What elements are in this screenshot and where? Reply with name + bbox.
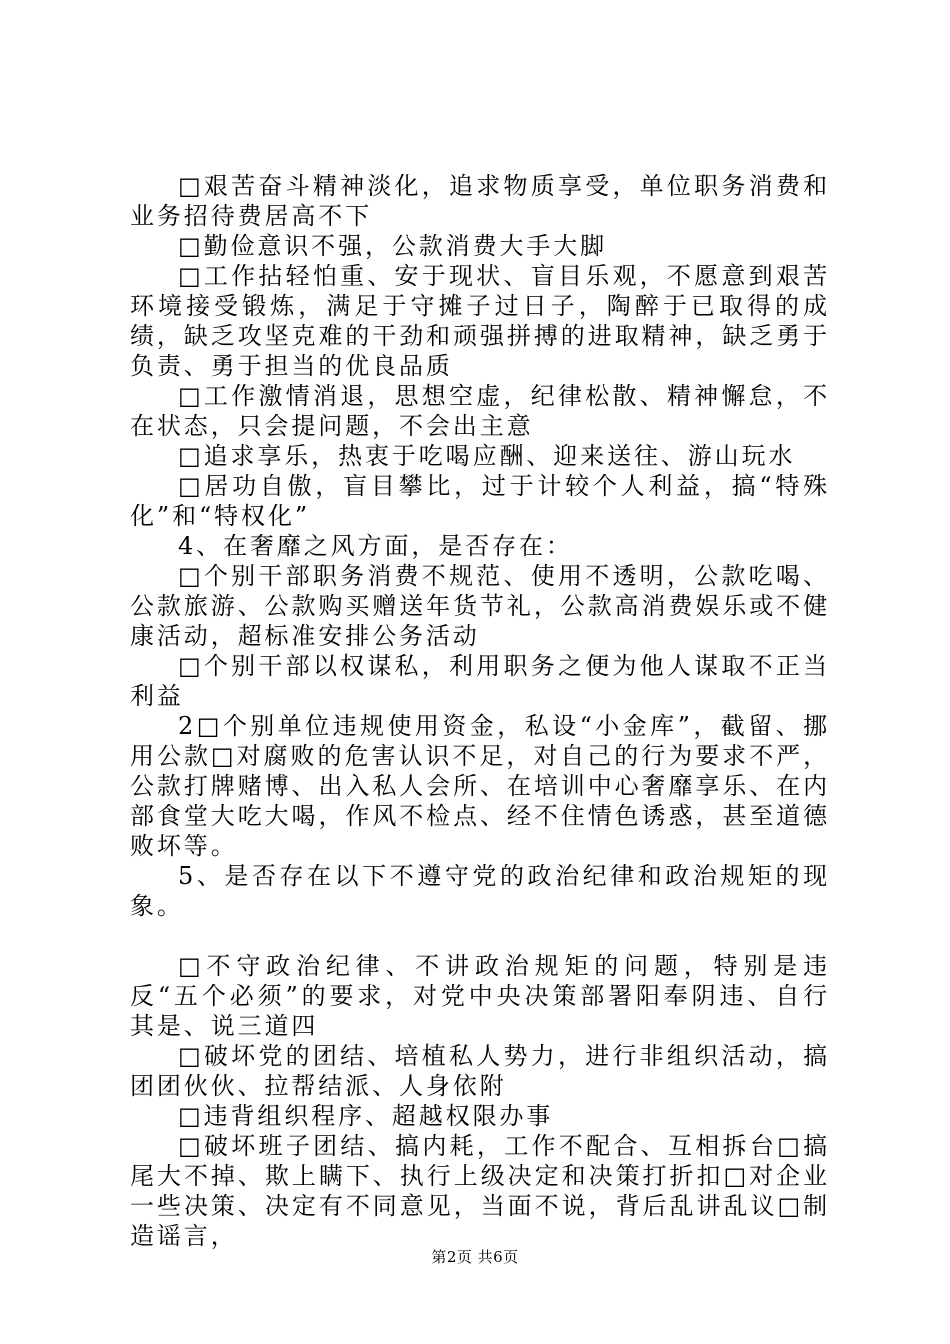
- paragraph-8: □个别干部职务消费不规范、使用不透明，公款吃喝、公款旅游、公款购买赠送年货节礼，公款高消费娱乐或不健康活动，超标准安排公务活动: [130, 562, 830, 650]
- paragraph-6: □居功自傲，盲目攀比，过于计较个人利益，搞“特殊化”和“特权化”: [130, 472, 830, 530]
- document-body: [130, 171, 830, 1251]
- section-heading-4: 4、在奢靡之风方面，是否存在：: [178, 532, 573, 560]
- page-footer: 第2页 共6页: [431, 1248, 519, 1266]
- paragraph-1: □艰苦奋斗精神淡化，追求物质享受，单位职务消费和业务招待费居高不下: [130, 172, 830, 230]
- section-heading-5: 5、是否存在以下不遵守党的政治纪律和政治规矩的现象。: [130, 862, 830, 920]
- paragraph-4: □工作激情消退，思想空虚，纪律松散、精神懈怠，不在状态，只会提问题，不会出主意: [130, 382, 830, 440]
- paragraph-2: □勤俭意识不强，公款消费大手大脚: [178, 232, 608, 260]
- paragraph-5: □追求享乐，热衷于吃喝应酬、迎来送往、游山玩水: [178, 442, 796, 470]
- paragraph-14: □违背组织程序、超越权限办事: [178, 1102, 554, 1130]
- paragraph-15: □破坏班子团结、搞内耗，工作不配合、互相拆台□搞尾大不掉、欺上瞒下、执行上级决定和决策打折扣□对企业一些决策、决定有不同意见，当面不说，背后乱讲乱议□制造谣言，: [130, 1132, 830, 1250]
- paragraph-9: □个别干部以权谋私，利用职务之便为他人谋取不正当利益: [130, 652, 830, 710]
- paragraph-10: 2□个别单位违规使用资金，私设“小金库”，截留、挪用公款□对腐败的危害认识不足，对自己的行为要求不严，公款打牌赌博、出入私人会所、在培训中心奢靡享乐、在内部食堂大吃大喝，作风不检点、经不住情色诱惑，甚至道德败坏等。: [130, 712, 830, 860]
- paragraph-13: □破坏党的团结、培植私人势力，进行非组织活动，搞团团伙伙、拉帮结派、人身依附: [130, 1042, 830, 1100]
- paragraph-3: □工作拈轻怕重、安于现状、盲目乐观，不愿意到艰苦环境接受锻炼，满足于守摊子过日子，陶醉于已取得的成绩，缺乏攻坚克难的干劲和顽强拼搏的进取精神，缺乏勇于负责、勇于担当的优良品质: [130, 262, 830, 380]
- paragraph-12: □不守政治纪律、不讲政治规矩的问题，特别是违反“五个必须”的要求，对党中央决策部署阳奉阴违、自行其是、说三道四: [130, 952, 830, 1040]
